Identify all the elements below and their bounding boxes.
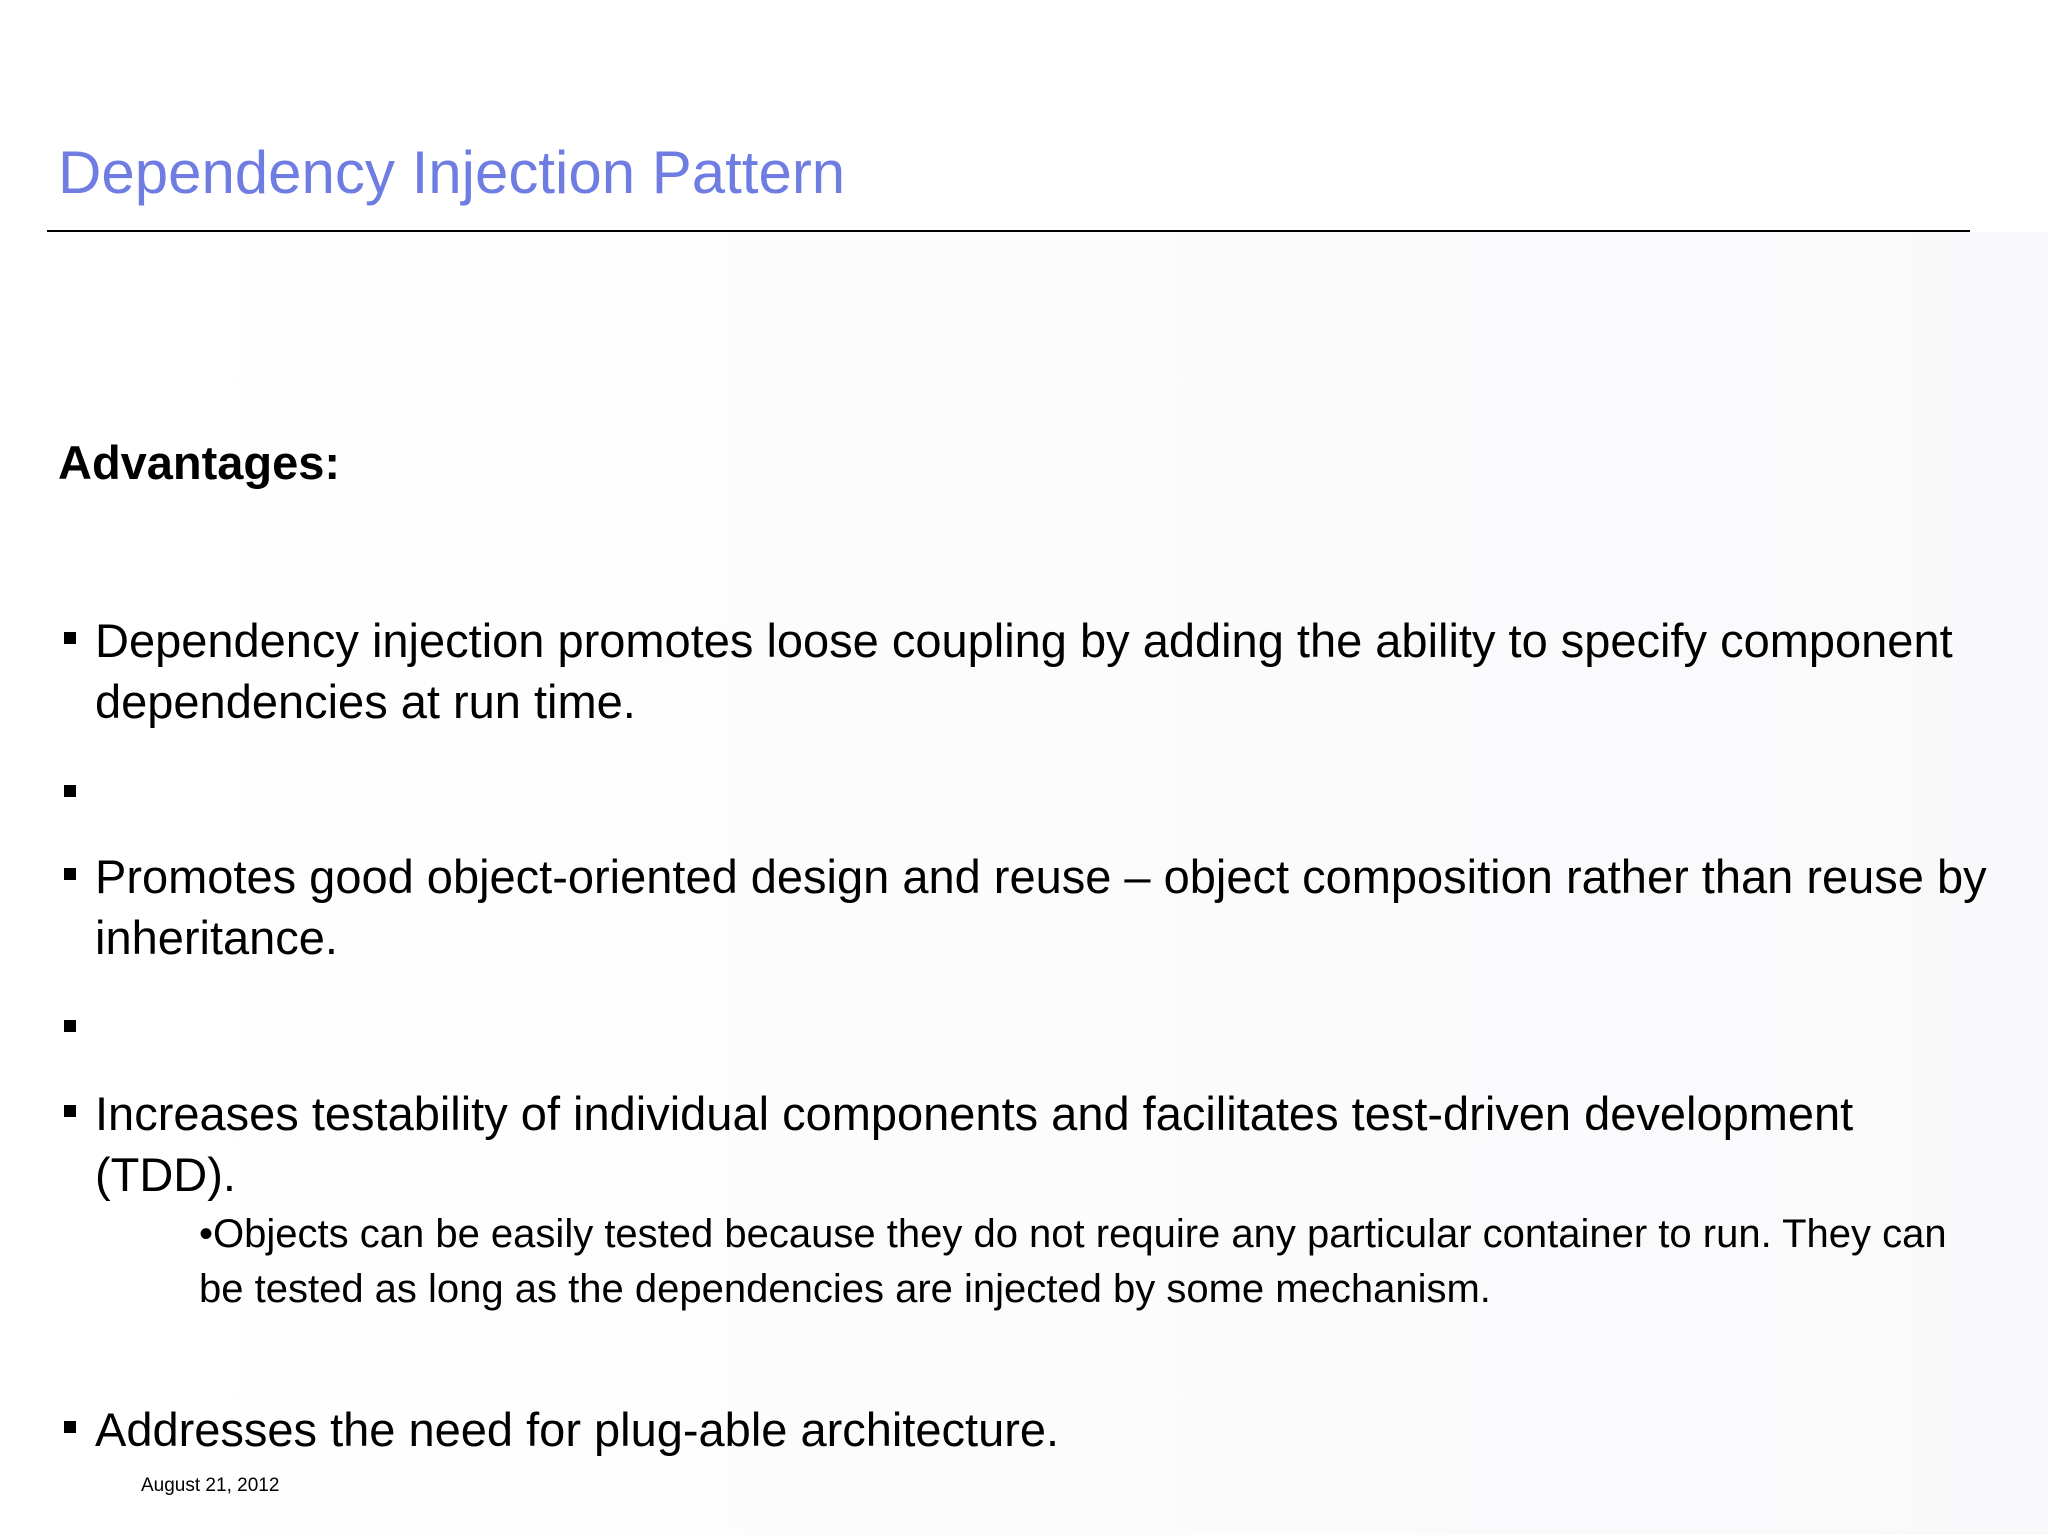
sub-bullet-testing-note: •Objects can be easily tested because they do not require any particular container to run. They can be tested as long as the dependencies are injected by some mechanism.: [199, 1212, 1947, 1311]
square-bullet-icon: [64, 1105, 76, 1117]
bullet-item-testability: [95, 1083, 1995, 1205]
bullet-item-plugable-architecture: [95, 1399, 1995, 1460]
square-bullet-icon: [64, 632, 76, 644]
bullet-text: Dependency injection promotes loose coupling by adding the ability to specify component dependencies at run time.: [95, 614, 1953, 728]
title-divider: [47, 230, 1970, 232]
bullet-item-object-oriented-design: [95, 846, 1995, 968]
bullet-text: Addresses the need for plug-able architecture.: [95, 1403, 1060, 1456]
square-bullet-icon: [64, 868, 76, 880]
slide-title: Dependency Injection Pattern: [58, 139, 846, 206]
bullet-text: Promotes good object-oriented design and reuse – object composition rather than reuse by inheritance.: [95, 850, 1987, 964]
bullet-text: Increases testability of individual components and facilitates test-driven development (TDD).: [95, 1087, 1854, 1201]
square-bullet-icon: [64, 1421, 76, 1433]
advantages-heading: Advantages:: [58, 436, 341, 489]
footer-date: August 21, 2012: [141, 1475, 280, 1496]
square-bullet-icon: [64, 785, 76, 797]
square-bullet-icon: [64, 1020, 76, 1032]
bullet-item-loose-coupling: [95, 610, 1995, 732]
